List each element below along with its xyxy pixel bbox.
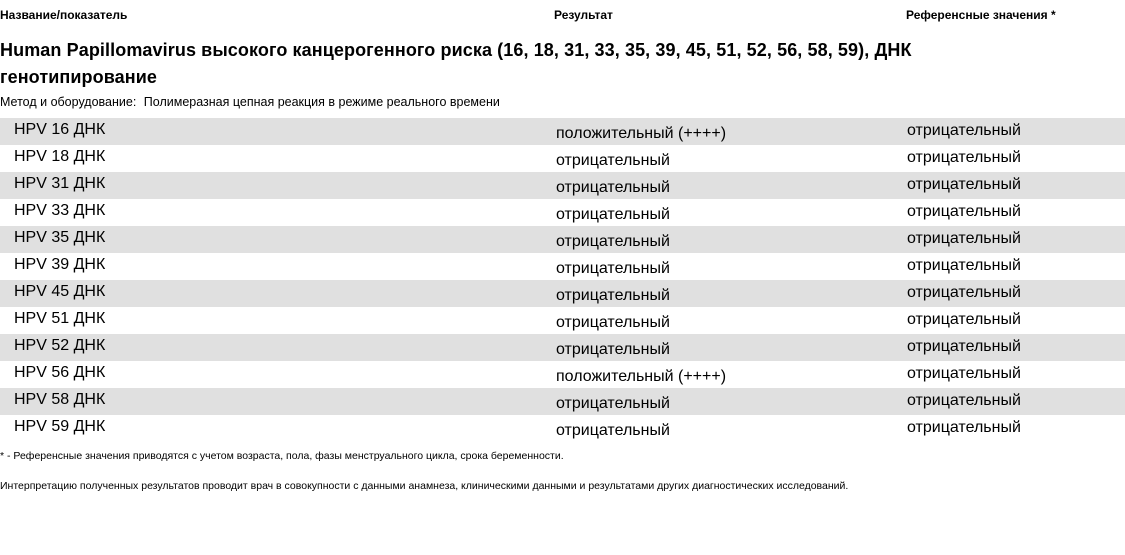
row-name: HPV 45 ДНК <box>14 283 106 300</box>
row-result: отрицательный <box>556 422 670 439</box>
table-row <box>0 361 1125 388</box>
row-name: HPV 52 ДНК <box>14 337 106 354</box>
table-row <box>0 334 1125 361</box>
row-result: отрицательный <box>556 287 670 304</box>
row-result: отрицательный <box>556 260 670 277</box>
method-label: Метод и оборудование: <box>0 95 137 109</box>
row-reference: отрицательный <box>907 149 1021 166</box>
row-reference: отрицательный <box>907 122 1021 139</box>
column-header-name: Название/показатель <box>0 8 128 22</box>
row-reference: отрицательный <box>907 392 1021 409</box>
table-row <box>0 253 1125 280</box>
row-reference: отрицательный <box>907 311 1021 328</box>
column-header-reference: Референсные значения * <box>906 8 1056 22</box>
table-row <box>0 226 1125 253</box>
row-name: HPV 18 ДНК <box>14 148 106 165</box>
row-name: HPV 31 ДНК <box>14 175 106 192</box>
row-result: положительный (++++) <box>556 368 727 385</box>
row-result: отрицательный <box>556 341 670 358</box>
table-row <box>0 415 1125 442</box>
table-row <box>0 199 1125 226</box>
table-row <box>0 388 1125 415</box>
row-reference: отрицательный <box>907 203 1021 220</box>
row-result: отрицательный <box>556 179 670 196</box>
table-row <box>0 145 1125 172</box>
column-header-result: Результат <box>554 8 613 22</box>
row-name: HPV 51 ДНК <box>14 310 106 327</box>
row-reference: отрицательный <box>907 365 1021 382</box>
test-title: Human Papillomavirus высокого канцерогенного риска (16, 18, 31, 33, 35, 39, 45, 51, 52, 56, 58, 59), ДНК генотипирование <box>0 40 912 87</box>
row-reference: отрицательный <box>907 257 1021 274</box>
row-reference: отрицательный <box>907 419 1021 436</box>
method-value: Полимеразная цепная реакция в режиме реального времени <box>143 95 500 109</box>
row-result: положительный (++++) <box>556 125 727 142</box>
table-row <box>0 118 1125 145</box>
row-name: HPV 56 ДНК <box>14 364 106 381</box>
row-reference: отрицательный <box>907 230 1021 247</box>
row-result: отрицательный <box>556 314 670 331</box>
row-reference: отрицательный <box>907 338 1021 355</box>
table-row <box>0 172 1125 199</box>
row-name: HPV 58 ДНК <box>14 391 106 408</box>
results-table <box>0 118 1125 442</box>
row-name: HPV 16 ДНК <box>14 121 106 138</box>
row-name: HPV 35 ДНК <box>14 229 106 246</box>
row-result: отрицательный <box>556 152 670 169</box>
row-result: отрицательный <box>556 233 670 250</box>
table-header <box>0 8 1125 24</box>
table-row <box>0 280 1125 307</box>
table-row <box>0 307 1125 334</box>
method-line <box>0 95 500 109</box>
row-result: отрицательный <box>556 206 670 223</box>
row-name: HPV 39 ДНК <box>14 256 106 273</box>
reference-footnote: * - Референсные значения приводятся с учетом возраста, пола, фазы менструального цикла, срока беременности. <box>0 450 564 462</box>
row-name: HPV 59 ДНК <box>14 418 106 435</box>
row-reference: отрицательный <box>907 284 1021 301</box>
row-reference: отрицательный <box>907 176 1021 193</box>
row-name: HPV 33 ДНК <box>14 202 106 219</box>
interpretation-note: Интерпретацию полученных результатов проводит врач в совокупности с данными анамнеза, клиническими данными и результатами других диагностических исследований. <box>0 480 849 492</box>
row-result: отрицательный <box>556 395 670 412</box>
